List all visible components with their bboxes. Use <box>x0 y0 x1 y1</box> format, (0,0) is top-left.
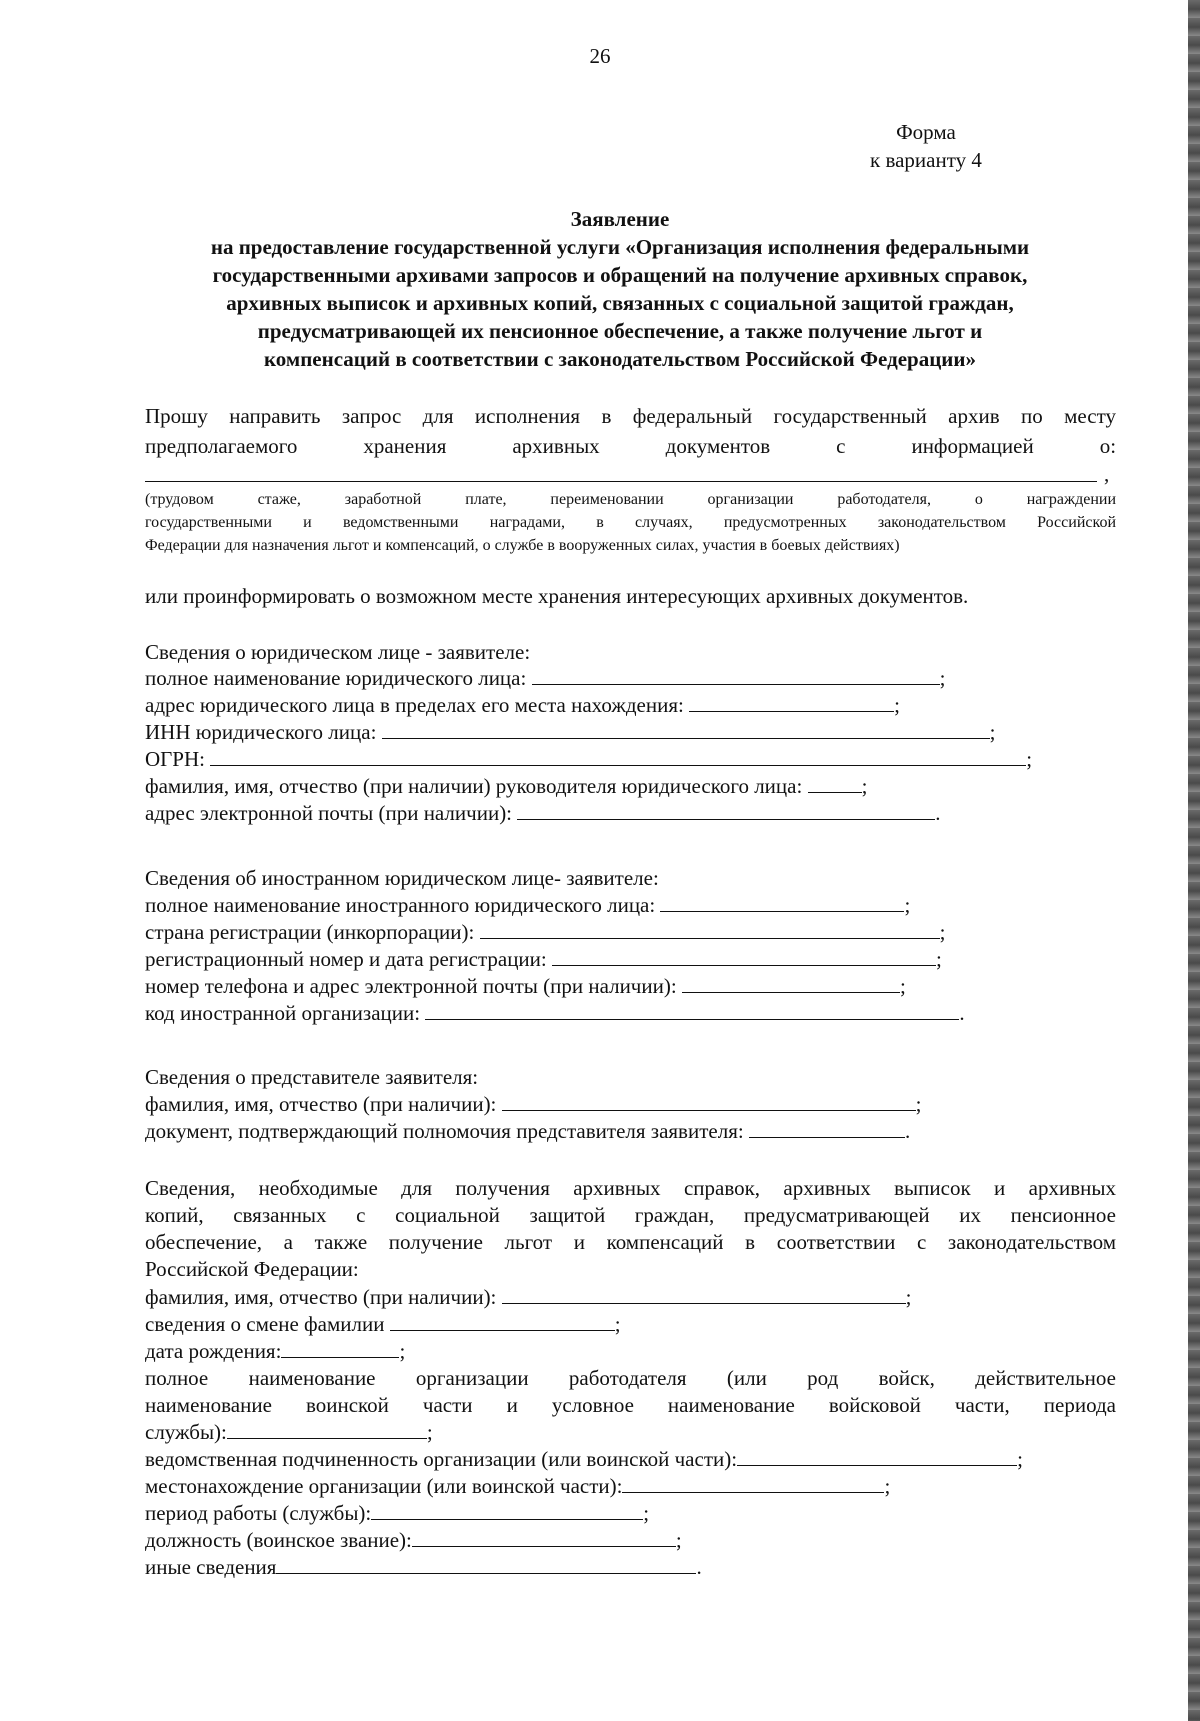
title-line: предусматривающей их пенсионное обеспечение, а также получение льгот и <box>257 319 983 343</box>
page-number: 26 <box>589 44 611 68</box>
request-info-field[interactable] <box>145 481 1097 482</box>
foreign-full-name-field[interactable] <box>660 893 904 912</box>
field-label: ИНН юридического лица: <box>145 720 377 744</box>
punct: . <box>959 1001 965 1025</box>
info-subordination-field[interactable] <box>737 1447 1017 1466</box>
field-label: иные сведения <box>145 1555 277 1579</box>
punct: ; <box>905 1285 912 1309</box>
legal-inn-field[interactable] <box>382 720 990 739</box>
punct: ; <box>894 693 900 717</box>
field-label: фамилия, имя, отчество (при наличии): <box>145 1285 497 1309</box>
info-intro-line: копий, связанных с социальной защитой граждан, предусматривающей их пенсионное <box>145 1203 1116 1227</box>
punct: ; <box>614 1312 621 1336</box>
foreign-phone-row <box>145 973 906 999</box>
foreign-entity-heading: Сведения об иностранном юридическом лице- заявителе: <box>145 866 659 890</box>
punct: ; <box>939 920 946 944</box>
foreign-code-row <box>145 1000 965 1026</box>
representative-document-field[interactable] <box>749 1119 905 1138</box>
field-label: полное наименование юридического лица: <box>145 666 527 690</box>
info-birth-date-field[interactable] <box>281 1339 399 1358</box>
title-line: государственными архивами запросов и обращений на получение архивных справок, <box>212 263 1028 287</box>
field-label: службы): <box>145 1420 227 1444</box>
info-intro-last: Российской Федерации: <box>145 1257 359 1281</box>
legal-email-row <box>145 800 941 826</box>
request-word: хранения <box>363 434 447 458</box>
representative-name-row <box>145 1091 922 1117</box>
punct: ; <box>939 666 946 690</box>
title-line: компенсаций в соответствии с законодательством Российской Федерации» <box>263 347 977 371</box>
note-line: государственными и ведомственными наградами, в случаях, предусмотренных законодательством Российской <box>145 514 1116 531</box>
note-line: Федерации для назначения льгот и компенсаций, о службе в вооруженных силах, участия в боевых действиях) <box>145 537 900 554</box>
foreign-country-field[interactable] <box>480 920 940 939</box>
form-label: Форма <box>896 120 956 144</box>
punct: . <box>935 801 941 825</box>
punct: ; <box>1017 1447 1023 1471</box>
title-line: на предоставление государственной услуги «Организация исполнения федеральными <box>210 235 1030 259</box>
legal-full-name-field[interactable] <box>532 666 940 685</box>
request-line-2 <box>145 433 1116 459</box>
punct: . <box>904 1119 911 1143</box>
legal-address-row <box>145 692 900 718</box>
form-mark <box>870 118 982 174</box>
info-name-row <box>145 1284 912 1310</box>
title-line: Заявление <box>570 207 670 231</box>
field-label: фамилия, имя, отчество (при наличии): <box>145 1092 497 1116</box>
info-birth-date-row <box>145 1338 405 1364</box>
field-label: номер телефона и адрес электронной почты (при наличии): <box>145 974 677 998</box>
scan-edge <box>1188 0 1200 1721</box>
foreign-reg-number-field[interactable] <box>552 947 936 966</box>
foreign-full-name-row <box>145 892 910 918</box>
document-title <box>140 205 1100 373</box>
request-comma: , <box>1104 462 1110 486</box>
punct: ; <box>426 1420 433 1444</box>
punct: ; <box>675 1528 682 1552</box>
legal-address-field[interactable] <box>689 693 894 712</box>
info-period-field[interactable] <box>371 1501 643 1520</box>
punct: ; <box>904 893 911 917</box>
request-word: с <box>836 434 846 458</box>
request-note <box>145 488 1116 557</box>
info-employer-line: наименование воинской части и условное наименование войсковой части, периода <box>145 1393 1116 1417</box>
field-label: дата рождения: <box>145 1339 282 1363</box>
representative-heading: Сведения о представителе заявителя: <box>145 1065 479 1089</box>
legal-inn-row <box>145 719 996 745</box>
form-variant: к варианту 4 <box>870 148 982 172</box>
legal-entity-heading: Сведения о юридическом лице - заявителе: <box>145 640 531 664</box>
legal-head-row <box>145 773 867 799</box>
punct: ; <box>989 720 996 744</box>
info-position-row <box>145 1527 682 1553</box>
note-line: (трудовом стаже, заработной плате, переименовании организации работодателя, о награждении <box>145 491 1116 508</box>
field-label: должность (воинское звание): <box>145 1528 412 1552</box>
info-position-field[interactable] <box>412 1528 676 1547</box>
field-label: период работы (службы): <box>145 1501 372 1525</box>
info-employer-line: полное наименование организации работодателя (или род войск, действительное <box>145 1366 1116 1390</box>
field-label: сведения о смене фамилии <box>145 1312 385 1336</box>
field-label: фамилия, имя, отчество (при наличии) руководителя юридического лица: <box>145 774 803 798</box>
info-surname-change-field[interactable] <box>390 1312 615 1331</box>
punct: ; <box>915 1092 922 1116</box>
field-label: код иностранной организации: <box>145 1001 421 1025</box>
info-location-row <box>145 1473 890 1499</box>
request-word: предполагаемого <box>145 434 298 458</box>
punct: ; <box>399 1339 406 1363</box>
field-label: документ, подтверждающий полномочия представителя заявителя: <box>145 1119 744 1143</box>
punct: ; <box>936 947 942 971</box>
info-other-row <box>145 1554 702 1580</box>
representative-name-field[interactable] <box>502 1092 916 1111</box>
request-word: информацией <box>911 434 1034 458</box>
field-label: ОГРН: <box>145 747 205 771</box>
field-label: адрес электронной почты (при наличии): <box>145 801 513 825</box>
info-location-field[interactable] <box>622 1474 884 1493</box>
field-label: адрес юридического лица в пределах его места нахождения: <box>145 693 684 717</box>
title-line: архивных выписок и архивных копий, связанных с социальной защитой граждан, <box>226 291 1014 315</box>
legal-email-field[interactable] <box>517 801 935 820</box>
legal-ogrn-row <box>145 746 1032 772</box>
foreign-phone-field[interactable] <box>682 974 900 993</box>
request-line-1: Прошу направить запрос для исполнения в федеральный государственный архив по месту <box>145 404 1116 428</box>
request-word: о: <box>1099 434 1117 458</box>
punct: ; <box>884 1474 891 1498</box>
legal-full-name-row <box>145 665 945 691</box>
info-employer-field[interactable] <box>227 1420 427 1439</box>
representative-document-row <box>145 1118 910 1144</box>
info-intro-line: Сведения, необходимые для получения архивных справок, архивных выписок и архивных <box>145 1176 1116 1200</box>
punct: ; <box>861 774 868 798</box>
info-intro-line: обеспечение, а также получение льгот и компенсаций в соответствии с законодательством <box>145 1230 1116 1254</box>
legal-ogrn-field[interactable] <box>210 747 1026 766</box>
foreign-code-field[interactable] <box>425 1001 959 1020</box>
punct: ; <box>1026 747 1033 771</box>
info-employer-row <box>145 1419 433 1445</box>
foreign-country-row <box>145 919 945 945</box>
info-subordination-row <box>145 1446 1023 1472</box>
punct: . <box>696 1555 702 1579</box>
request-word: архивных <box>512 434 600 458</box>
legal-head-field[interactable] <box>808 774 862 793</box>
foreign-reg-number-row <box>145 946 942 972</box>
field-label: регистрационный номер и дата регистрации: <box>145 947 547 971</box>
info-surname-change-row <box>145 1311 621 1337</box>
inform-text: или проинформировать о возможном месте хранения интересующих архивных документов. <box>145 584 969 608</box>
info-period-row <box>145 1500 649 1526</box>
field-label: страна регистрации (инкорпорации): <box>145 920 475 944</box>
field-label: местонахождение организации (или воинской части): <box>145 1474 623 1498</box>
info-name-field[interactable] <box>502 1285 906 1304</box>
request-word: документов <box>665 434 771 458</box>
info-other-field[interactable] <box>276 1555 696 1574</box>
punct: ; <box>643 1501 650 1525</box>
field-label: ведомственная подчиненность организации (или воинской части): <box>145 1447 738 1471</box>
punct: ; <box>899 974 906 998</box>
field-label: полное наименование иностранного юридического лица: <box>145 893 656 917</box>
